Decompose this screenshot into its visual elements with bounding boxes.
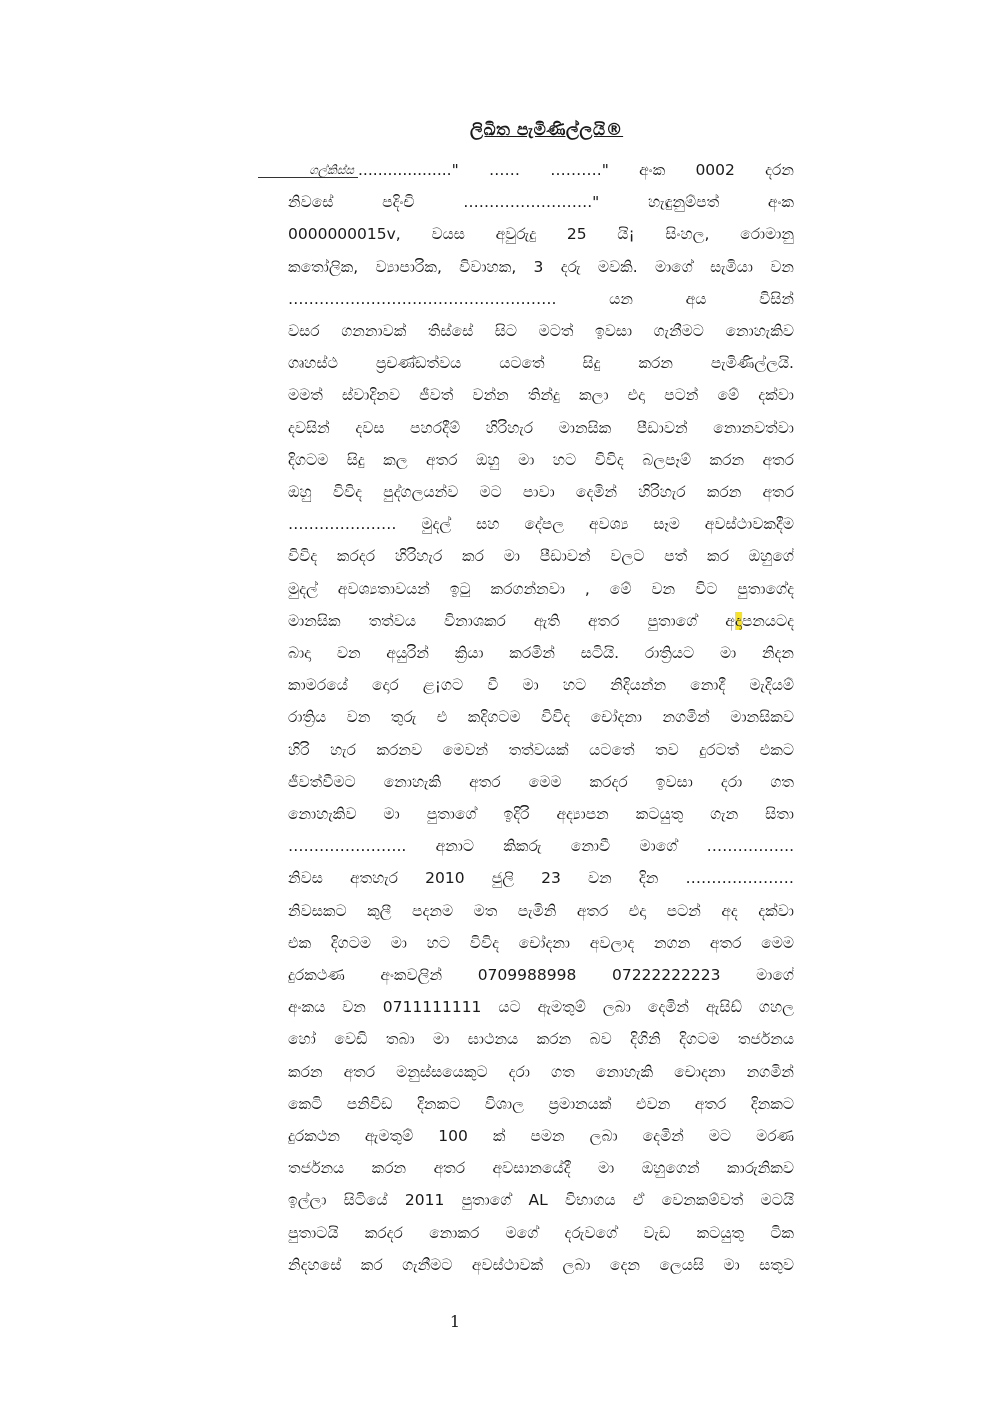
text-line: නිවස අතහැර 2010 ජුලි 23 වන දින ………………… [288,869,794,887]
text-line: දිගටම සිදු කල අතර ඔහු මා හට විවිද බලපෑම් කරන අතර [288,451,794,469]
document-title: ලිඛිත පැමිණිල්ලයි® [470,120,624,140]
text-line: ……………………………………………. යන අය විසින් [288,290,794,308]
text-line: මුදල් අවශ්‍යතාවයන් ඉටු කරගන්නවා , මේ වන විට පුතාගේද [288,580,794,598]
text-line: ඉල්ලා සිටියේ 2011 පුතාගේ AL විභාගය ඒ වෙනකම්වත් මටයි [288,1191,794,1209]
text-line: කතෝලික, ව්‍යාපාරික, විවාහක, 3 දරු මවකි. මාගේ සැමියා වන [288,258,794,276]
text-line: විවිද කරදර හිරිහැර කර මා පීඩාවන් වලට පත් කර ඔහුගේ [288,547,794,565]
text-line: ඔහු විවිද පුද්ගලයන්ව මට පාවා දෙමින් හිරිහැර කරන අතර [288,483,794,501]
location-prefix: ගල්කිස්ස [258,163,358,178]
text-line: අංකය වන 0711111111 යට ඇමතුම් ලබා දෙමින් ඇසිඩ් ගහල [288,998,794,1016]
text-line: දවසින් දවස පහරදීම් හිරිහැර මානසික පීඩාවන් නොනවත්වා [288,419,794,437]
text-line: බාදා වන අයුරින් ක්‍රියා කරමින් සටියි. රාත්‍රියට මා නිදන [288,644,794,662]
text-line: කරන අතර මනුස්සයෙකුට දරා ගත නොහැකි චොදනා නගමින් [288,1063,794,1081]
text-line: හෝ වෙඩි තබා මා ඝාථනය කරන බව දිගිනි දිගටම තර්ජනය [288,1030,794,1048]
page-number: 1 [449,1312,461,1331]
text-line: වසර ගනනාවක් තිස්සේ සිට මටත් ඉවසා ගැනීමට නොහැකිව [288,322,794,340]
text-line: නිවසේ පදිංචි ……………………." හැඳුනුම්පත් අංක [288,193,794,211]
text-line: එක දිගටම මා හට විවිද චෝදනා අවලාද නගන අතර මෙම [288,934,794,952]
text-line: 0000000015v, වයස අවුරුදු 25 යි¡ සිංහල, රොමානු [288,225,794,243]
text-line: ………………….. අනාට කිකරු නොවී මාගේ …………….. [288,837,794,855]
text-line: නිවසකට කුලී පදනම මත පැමිනි අතර එදා පටන් අද දක්වා [288,902,794,920]
text-line: නිදහසේ කර ගැනීමට අවස්ථාවක් ලබා දෙන ලෙයසි මා සතුව [288,1256,794,1274]
highlighted-text: ද [734,612,742,630]
text-line: දුරකථන ඇමතුම් 100 ක් පමන ලබා දෙමින් මට මරණ [288,1127,794,1145]
text-line: තර්ජනය කරන අතර අවසානයේදී මා ඔහුගෙන් කාරුනිකව [288,1159,794,1177]
text-line: හිරි හැර කරනව මෙවන් තත්වයක් යටතේ තව දුරටත් එකට [288,741,794,759]
text-line: නොහැකිව මා පුතාගේ ඉදිරි අද්‍යාපන කටයුතු ගැන සිතා [288,805,794,823]
text-line: ..................." …… ………." අංක 0002 දරන [358,161,794,179]
text-line: ………………… මුදල් සහ දේපල අවශ්‍ය සෑම අවස්ථාවකදීම [288,515,794,533]
text-line: කෙටි පනිවිඩ දිනකට විශාල ප්‍රමානයක් එවන අතර දිනකට [288,1095,794,1113]
text-line: ගෘහස්ථ ප්‍රචණ්ඩත්වය යටතේ සිදු කරන පැමිණිල්ලයි. [288,354,794,372]
text-line: පුතාටයි කරදර නොකර මගේ දරුවගේ වැඩ කටයුතු ටික [288,1224,794,1242]
text-line: කාමරයේ දොර ළ¡ගට වී මා හට නිදියන්න නොදී මැදියම් [288,676,794,694]
text-line: දුරකථණ අංකවලින් 0709988998 07222222223 මාගේ [288,966,794,984]
text-line: මමත් ස්වාදිනව ජීවත් වන්න තින්දු කලා එදා පටන් මේ දක්වා [288,386,794,404]
text-line: ජීවත්වීමට නොහැකි අතර මෙම කරදර ඉවසා දරා ගත [288,773,794,791]
text-line: රාත්‍රිය වන තුරු එ කදිගටම විවිද චෝදනා නගමින් මානසිකව [288,708,794,726]
text-line: මානසික තත්වය විනාශකර ඇති අතර පුතාගේ අදාපනයටද [288,612,794,630]
